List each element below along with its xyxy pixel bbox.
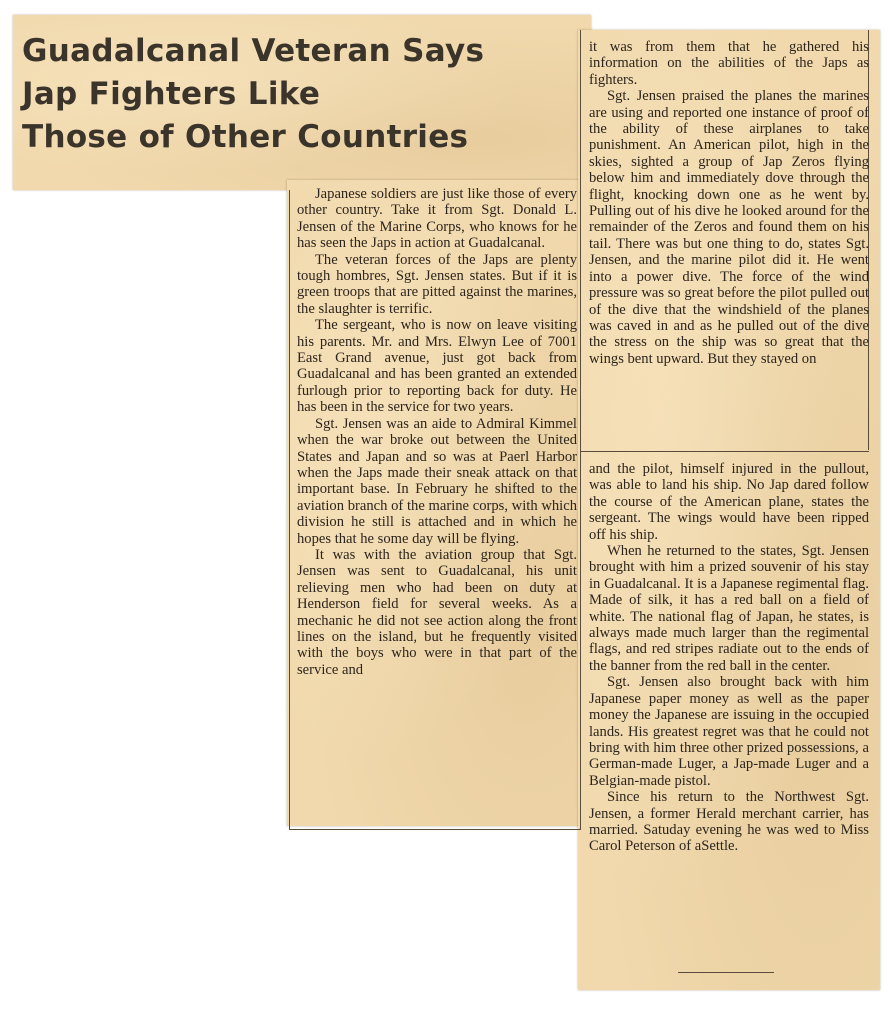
- paragraph: Sgt. Jensen was an aide to Admiral Kimmel when the war broke out between the United States and Japan and so was at Paerl Harbor when the Japs made their sneak attack on that important base. In February he shifted to the aviation branch of the marine corps, with which division he still is attached and in which he hopes that he some day will be flying.: [297, 415, 577, 547]
- paragraph: Sgt. Jensen praised the planes the marines are using and reported one instance of proof of the ability of these airplanes to take punishment. An American pilot, high in the skies, sighted a group of Jap Zeros flying below him and immediately dove through the flight, knocking down one as he went by. Pulling out of his dive he looked around for the remainder of the Zeros and found them on his tail. There was but one thing to do, states Sgt. Jensen, and the marine pilot did it. He went into a power dive. The force of the wind pressure was so great before the pilot pulled out of the dive that the windshield of the planes was caved in and as he pulled out of the dive the stress on the ship was so great that the wings bent upward. But they stayed on: [589, 88, 869, 367]
- article-column-2-top: [589, 39, 869, 367]
- article-column-1: [297, 186, 577, 678]
- paragraph: It was with the aviation group that Sgt. Jensen was sent to Guadalcanal, his unit relieving men who had been on duty at Henderson field for several weeks. As a mechanic he did not see action along the front lines on the island, but he frequently visited with the boys who were in that part of the service and: [297, 546, 577, 678]
- column-break-rule: [580, 451, 869, 452]
- headline-line-1: Guadalcanal Veteran Says: [22, 33, 485, 69]
- end-rule: [678, 972, 774, 973]
- bottom-rule: [289, 829, 581, 830]
- headline-line-2: Jap Fighters Like: [22, 76, 321, 112]
- paragraph: When he returned to the states, Sgt. Jensen brought with him a prized souvenir of his stay in Guadalcanal. It is a Japanese regimental flag. Made of silk, it has a red ball on a field of white. The national flag of Japan, he states, is always made much larger than the regimental flags, and red stripes radiate out to the ends of the banner from the red ball in the center.: [589, 543, 869, 674]
- paragraph: it was from them that he gathered his information on the abilities of the Japs as fighters.: [589, 39, 869, 88]
- article-headline: [22, 30, 582, 159]
- paragraph: Japanese soldiers are just like those of every other country. Take it from Sgt. Donald L. Jensen of the Marine Corps, who knows for he has seen the Japs in action at Guadalcanal.: [297, 186, 577, 252]
- paragraph: and the pilot, himself injured in the pullout, was able to land his ship. No Jap dared follow the course of the American plane, states the sergeant. The wings would have been ripped off his ship.: [589, 461, 869, 543]
- headline-line-3: Those of Other Countries: [22, 119, 469, 155]
- left-border-rule: [289, 190, 290, 830]
- article-column-2-bottom: [589, 461, 869, 855]
- paragraph: Since his return to the Northwest Sgt. Jensen, a former Herald merchant carrier, has married. Satuday evening he was wed to Miss Carol Peterson of aSettle.: [589, 789, 869, 855]
- paragraph: The sergeant, who is now on leave visiting his parents. Mr. and Mrs. Elwyn Lee of 7001 East Grand avenue, just got back from Guadalcanal and has been granted an extended furlough prior to reporting back for duty. He has been in the service for two years.: [297, 317, 577, 416]
- paragraph: The veteran forces of the Japs are plenty tough hombres, Sgt. Jensen states. But if it is green troops that are pitted against the marines, the slaughter is terrific.: [297, 251, 577, 317]
- paragraph: Sgt. Jensen also brought back with him Japanese paper money as well as the paper money the Japanese are issuing in the occupied lands. His greatest regret was that he could not bring with him three other prized possessions, a German-made Luger, a Jap-made Luger and a Belgian-made pistol.: [589, 674, 869, 789]
